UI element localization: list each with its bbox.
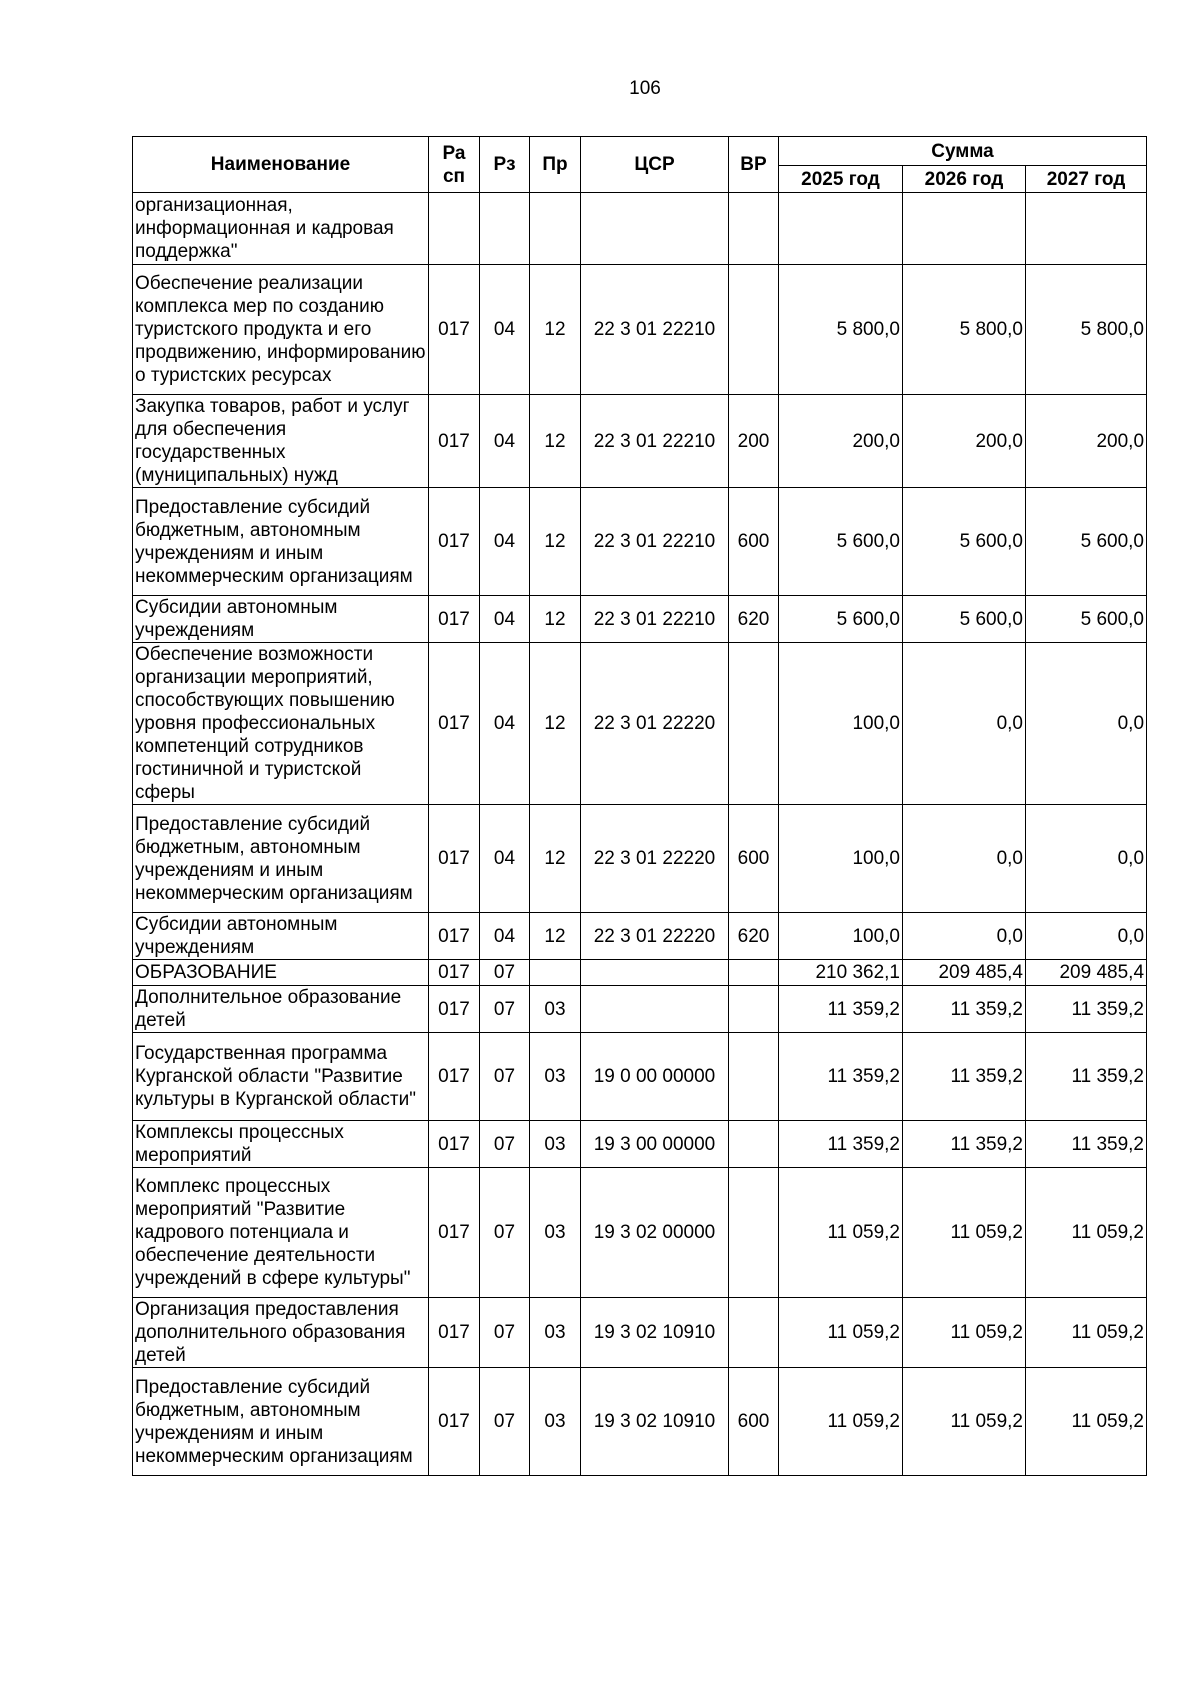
cell-csr: 22 3 01 22210 xyxy=(581,265,729,395)
cell-2027: 11 359,2 xyxy=(1026,1033,1147,1121)
cell-rasp: 017 xyxy=(429,805,480,913)
cell-2025: 100,0 xyxy=(779,643,903,805)
table-row xyxy=(133,960,1147,986)
table-row xyxy=(133,1121,1147,1168)
cell-rz: 04 xyxy=(480,913,530,960)
table-row xyxy=(133,265,1147,395)
table-row xyxy=(133,1298,1147,1368)
cell-rasp: 017 xyxy=(429,265,480,395)
cell-2025: 200,0 xyxy=(779,395,903,488)
cell-rasp: 017 xyxy=(429,488,480,596)
cell-2027: 209 485,4 xyxy=(1026,960,1147,986)
cell-2025: 11 359,2 xyxy=(779,986,903,1033)
cell-pr: 12 xyxy=(530,395,581,488)
table-row xyxy=(133,395,1147,488)
header-sum: Сумма xyxy=(779,137,1147,166)
cell-name: Обеспечение реализации комплекса мер по созданию туристского продукта и его продвижению, информированию о туристских ресурсах xyxy=(133,265,429,395)
cell-2027: 200,0 xyxy=(1026,395,1147,488)
cell-rz: 07 xyxy=(480,1298,530,1368)
cell-2027: 11 059,2 xyxy=(1026,1168,1147,1298)
cell-2026: 5 600,0 xyxy=(903,488,1026,596)
cell-pr: 12 xyxy=(530,805,581,913)
cell-2025 xyxy=(779,193,903,265)
cell-rasp xyxy=(429,193,480,265)
table-row xyxy=(133,193,1147,265)
cell-rasp: 017 xyxy=(429,1121,480,1168)
cell-pr: 12 xyxy=(530,265,581,395)
cell-csr xyxy=(581,960,729,986)
cell-pr: 12 xyxy=(530,488,581,596)
cell-2025: 5 800,0 xyxy=(779,265,903,395)
cell-rz: 04 xyxy=(480,596,530,643)
cell-vr xyxy=(729,643,779,805)
cell-2025: 11 059,2 xyxy=(779,1368,903,1476)
cell-2026: 0,0 xyxy=(903,805,1026,913)
cell-vr: 600 xyxy=(729,805,779,913)
cell-name: Субсидии автономным учреждениям xyxy=(133,596,429,643)
cell-2027: 11 359,2 xyxy=(1026,986,1147,1033)
cell-rz: 04 xyxy=(480,805,530,913)
cell-name: Субсидии автономным учреждениям xyxy=(133,913,429,960)
cell-csr: 19 3 02 10910 xyxy=(581,1368,729,1476)
cell-pr: 12 xyxy=(530,643,581,805)
header-rasp: Ра сп xyxy=(429,137,480,193)
cell-rz: 07 xyxy=(480,986,530,1033)
cell-vr xyxy=(729,1298,779,1368)
cell-2025: 11 359,2 xyxy=(779,1121,903,1168)
cell-name: Предоставление субсидий бюджетным, автономным учреждениям и иным некоммерческим организациям xyxy=(133,805,429,913)
cell-2025: 5 600,0 xyxy=(779,488,903,596)
cell-vr: 200 xyxy=(729,395,779,488)
cell-pr: 12 xyxy=(530,596,581,643)
cell-csr: 19 3 02 10910 xyxy=(581,1298,729,1368)
header-rz: Рз xyxy=(480,137,530,193)
cell-2026: 11 359,2 xyxy=(903,1121,1026,1168)
cell-2027: 0,0 xyxy=(1026,805,1147,913)
cell-csr: 22 3 01 22210 xyxy=(581,488,729,596)
cell-rasp: 017 xyxy=(429,596,480,643)
cell-2026 xyxy=(903,193,1026,265)
table-row xyxy=(133,488,1147,596)
cell-vr xyxy=(729,960,779,986)
cell-2026: 200,0 xyxy=(903,395,1026,488)
cell-2026: 5 600,0 xyxy=(903,596,1026,643)
cell-2026: 209 485,4 xyxy=(903,960,1026,986)
cell-csr: 19 3 02 00000 xyxy=(581,1168,729,1298)
cell-rasp: 017 xyxy=(429,1298,480,1368)
cell-2027: 11 059,2 xyxy=(1026,1368,1147,1476)
cell-csr: 19 0 00 00000 xyxy=(581,1033,729,1121)
table-header xyxy=(133,137,1147,193)
cell-vr: 620 xyxy=(729,913,779,960)
table-row xyxy=(133,1368,1147,1476)
cell-name: организационная, информационная и кадровая поддержка" xyxy=(133,193,429,265)
cell-2027: 0,0 xyxy=(1026,643,1147,805)
cell-name: Обеспечение возможности организации мероприятий, способствующих повышению уровня профессиональных компетенций сотрудников гостиничной и туристской сферы xyxy=(133,643,429,805)
cell-2026: 0,0 xyxy=(903,643,1026,805)
cell-2026: 5 800,0 xyxy=(903,265,1026,395)
cell-name: Предоставление субсидий бюджетным, автономным учреждениям и иным некоммерческим организациям xyxy=(133,488,429,596)
cell-pr: 12 xyxy=(530,913,581,960)
cell-2025: 210 362,1 xyxy=(779,960,903,986)
cell-rz xyxy=(480,193,530,265)
cell-rz: 07 xyxy=(480,1368,530,1476)
cell-2027: 0,0 xyxy=(1026,913,1147,960)
header-vr: ВР xyxy=(729,137,779,193)
cell-2025: 11 059,2 xyxy=(779,1298,903,1368)
cell-pr xyxy=(530,960,581,986)
header-csr: ЦСР xyxy=(581,137,729,193)
cell-rasp: 017 xyxy=(429,643,480,805)
table-row xyxy=(133,986,1147,1033)
cell-rz: 04 xyxy=(480,488,530,596)
cell-rz: 07 xyxy=(480,960,530,986)
cell-2025: 11 359,2 xyxy=(779,1033,903,1121)
cell-name: Закупка товаров, работ и услуг для обеспечения государственных (муниципальных) нужд xyxy=(133,395,429,488)
table-row xyxy=(133,1033,1147,1121)
header-pr: Пр xyxy=(530,137,581,193)
cell-rasp: 017 xyxy=(429,1368,480,1476)
cell-name: Дополнительное образование детей xyxy=(133,986,429,1033)
cell-pr xyxy=(530,193,581,265)
cell-2026: 11 059,2 xyxy=(903,1168,1026,1298)
cell-rasp: 017 xyxy=(429,986,480,1033)
cell-2025: 5 600,0 xyxy=(779,596,903,643)
cell-name: Комплекс процессных мероприятий "Развитие кадрового потенциала и обеспечение деятельности учреждений в сфере культуры" xyxy=(133,1168,429,1298)
cell-2025: 100,0 xyxy=(779,805,903,913)
cell-rz: 04 xyxy=(480,643,530,805)
cell-2025: 100,0 xyxy=(779,913,903,960)
cell-vr xyxy=(729,1033,779,1121)
cell-2026: 11 059,2 xyxy=(903,1368,1026,1476)
cell-csr: 22 3 01 22210 xyxy=(581,596,729,643)
header-year-2025: 2025 год xyxy=(779,166,903,193)
cell-name: Государственная программа Курганской области "Развитие культуры в Курганской области" xyxy=(133,1033,429,1121)
cell-vr: 600 xyxy=(729,1368,779,1476)
cell-rz: 07 xyxy=(480,1168,530,1298)
cell-rasp: 017 xyxy=(429,960,480,986)
cell-csr: 22 3 01 22220 xyxy=(581,913,729,960)
cell-rasp: 017 xyxy=(429,1033,480,1121)
cell-rz: 04 xyxy=(480,265,530,395)
cell-name: ОБРАЗОВАНИЕ xyxy=(133,960,429,986)
cell-name: Предоставление субсидий бюджетным, автономным учреждениям и иным некоммерческим организациям xyxy=(133,1368,429,1476)
cell-rz: 04 xyxy=(480,395,530,488)
cell-rasp: 017 xyxy=(429,913,480,960)
cell-2025: 11 059,2 xyxy=(779,1168,903,1298)
cell-2027 xyxy=(1026,193,1147,265)
cell-name: Организация предоставления дополнительного образования детей xyxy=(133,1298,429,1368)
cell-vr: 600 xyxy=(729,488,779,596)
cell-csr: 22 3 01 22210 xyxy=(581,395,729,488)
cell-pr: 03 xyxy=(530,1368,581,1476)
cell-rz: 07 xyxy=(480,1121,530,1168)
cell-csr: 22 3 01 22220 xyxy=(581,643,729,805)
cell-2026: 0,0 xyxy=(903,913,1026,960)
header-year-2026: 2026 год xyxy=(903,166,1026,193)
cell-vr xyxy=(729,265,779,395)
cell-rasp: 017 xyxy=(429,395,480,488)
cell-2027: 5 800,0 xyxy=(1026,265,1147,395)
cell-vr xyxy=(729,1168,779,1298)
cell-2027: 11 059,2 xyxy=(1026,1298,1147,1368)
cell-pr: 03 xyxy=(530,1168,581,1298)
cell-2026: 11 359,2 xyxy=(903,1033,1026,1121)
cell-2027: 5 600,0 xyxy=(1026,596,1147,643)
cell-2027: 11 359,2 xyxy=(1026,1121,1147,1168)
cell-name: Комплексы процессных мероприятий xyxy=(133,1121,429,1168)
cell-2027: 5 600,0 xyxy=(1026,488,1147,596)
cell-csr: 19 3 00 00000 xyxy=(581,1121,729,1168)
table-row xyxy=(133,596,1147,643)
budget-table xyxy=(132,136,1147,1476)
header-name: Наименование xyxy=(133,137,429,193)
table-body xyxy=(133,193,1147,1476)
cell-pr: 03 xyxy=(530,1298,581,1368)
table-row xyxy=(133,1168,1147,1298)
cell-csr: 22 3 01 22220 xyxy=(581,805,729,913)
cell-pr: 03 xyxy=(530,1033,581,1121)
cell-pr: 03 xyxy=(530,986,581,1033)
cell-2026: 11 059,2 xyxy=(903,1298,1026,1368)
cell-2026: 11 359,2 xyxy=(903,986,1026,1033)
cell-rz: 07 xyxy=(480,1033,530,1121)
table-row xyxy=(133,913,1147,960)
page-number: 106 xyxy=(629,78,661,99)
cell-pr: 03 xyxy=(530,1121,581,1168)
table-row xyxy=(133,643,1147,805)
cell-vr xyxy=(729,1121,779,1168)
cell-vr xyxy=(729,193,779,265)
cell-csr xyxy=(581,986,729,1033)
cell-rasp: 017 xyxy=(429,1168,480,1298)
cell-csr xyxy=(581,193,729,265)
cell-vr: 620 xyxy=(729,596,779,643)
header-year-2027: 2027 год xyxy=(1026,166,1147,193)
table-row xyxy=(133,805,1147,913)
cell-vr xyxy=(729,986,779,1033)
